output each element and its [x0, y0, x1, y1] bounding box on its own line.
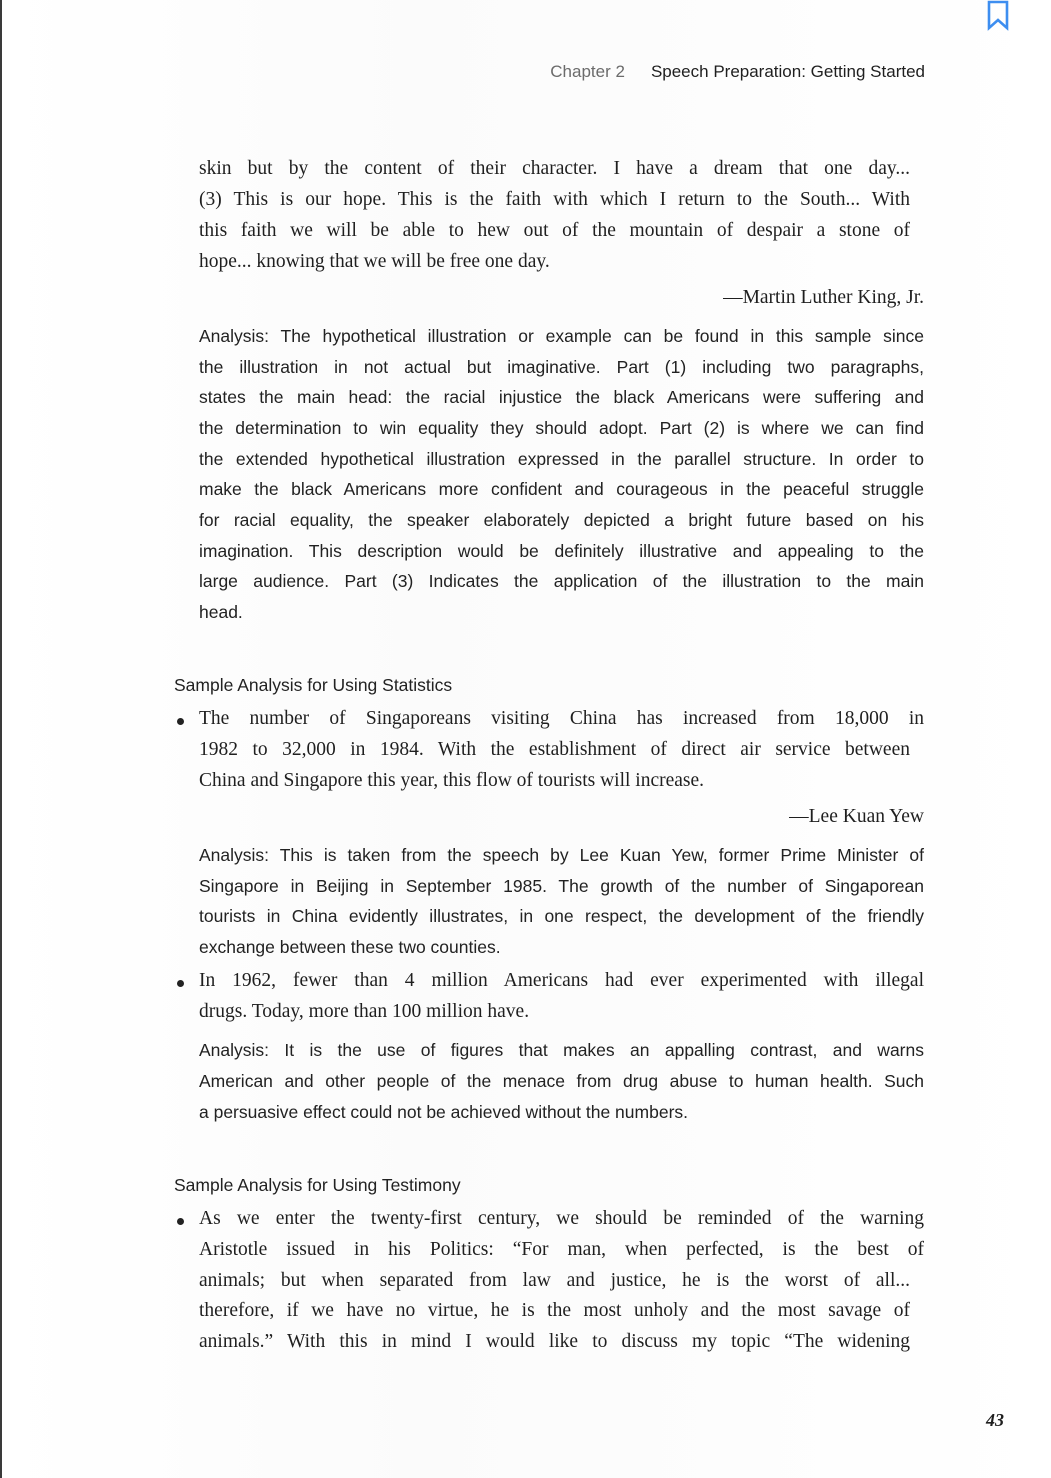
section-heading-testimony: Sample Analysis for Using Testimony: [174, 1175, 461, 1195]
quote-line: skin but by the content of their character. I have a dream that one day...: [199, 158, 910, 179]
bullet-icon: [177, 980, 184, 987]
analysis-line: a persuasive effect could not be achieved without the numbers.: [199, 1102, 689, 1122]
analysis-line: American and other people of the menace from drug abuse to human health. Such: [199, 1071, 924, 1091]
item-line: Aristotle issued in his Politics: “For man, when perfected, is the best of: [199, 1239, 924, 1260]
analysis-line: the determination to win equality they should adopt. Part (2) is where we can find: [199, 418, 924, 438]
analysis-line: Singapore in Beijing in September 1985. The growth of the number of Singaporean: [199, 876, 924, 896]
quote-line: (3) This is our hope. This is the faith with which I return to the South... With: [199, 189, 910, 210]
item-line: therefore, if we have no virtue, he is the most unholy and the most savage of: [199, 1300, 910, 1321]
section-heading-statistics: Sample Analysis for Using Statistics: [174, 675, 453, 695]
analysis-line: head.: [199, 602, 243, 622]
analysis-line: for racial equality, the speaker elaborately depicted a bright future based on his: [199, 510, 924, 530]
document-page: [2, 0, 1051, 1478]
analysis-line: large audience. Part (3) Indicates the application of the illustration to the main: [199, 571, 924, 591]
quote-line: hope... knowing that we will be free one day.: [199, 251, 550, 272]
item-line: drugs. Today, more than 100 million have.: [199, 1001, 530, 1022]
analysis-line: make the black Americans more confident and courageous in the peaceful struggle: [199, 479, 924, 499]
item-line: The number of Singaporeans visiting China has increased from 18,000 in: [199, 708, 924, 729]
analysis-line: the illustration in not actual but imaginative. Part (1) including two paragraphs,: [199, 357, 924, 377]
analysis-line: tourists in China evidently illustrates, in one respect, the development of the friendly: [199, 906, 924, 926]
item-line: animals.” With this in mind I would like to discuss my topic “The widening: [199, 1331, 910, 1352]
item-line: As we enter the twenty-first century, we should be reminded of the warning: [199, 1208, 924, 1229]
analysis-line: Analysis: The hypothetical illustration or example can be found in this sample since: [199, 326, 924, 346]
analysis-line: states the main head: the racial injustice the black Americans were suffering and: [199, 387, 924, 407]
analysis-line: imagination. This description would be definitely illustrative and appealing to the: [199, 541, 924, 561]
quote-line: this faith we will be able to hew out of the mountain of despair a stone of: [199, 220, 910, 241]
analysis-line: Analysis: It is the use of figures that makes an appalling contrast, and warns: [199, 1040, 924, 1060]
page-number: 43: [986, 1410, 1004, 1430]
analysis-line: the extended hypothetical illustration expressed in the parallel structure. In order to: [199, 449, 924, 469]
bullet-icon: [177, 718, 184, 725]
analysis-line: exchange between these two counties.: [199, 937, 501, 957]
chapter-label: Chapter 2: [550, 62, 625, 81]
quote-attribution: —Martin Luther King, Jr.: [723, 287, 924, 308]
running-head: [2, 62, 925, 82]
chapter-title: Speech Preparation: Getting Started: [650, 62, 925, 81]
item-line: China and Singapore this year, this flow of tourists will increase.: [199, 770, 705, 791]
item-line: 1982 to 32,000 in 1984. With the establishment of direct air service between: [199, 739, 910, 760]
item-line: In 1962, fewer than 4 million Americans had ever experimented with illegal: [199, 970, 924, 991]
item-attribution: —Lee Kuan Yew: [789, 806, 924, 827]
bullet-icon: [177, 1218, 184, 1225]
bookmark-icon[interactable]: [986, 0, 1010, 32]
analysis-line: Analysis: This is taken from the speech by Lee Kuan Yew, former Prime Minister of: [199, 845, 924, 865]
item-line: animals; but when separated from law and justice, he is the worst of all...: [199, 1270, 910, 1291]
